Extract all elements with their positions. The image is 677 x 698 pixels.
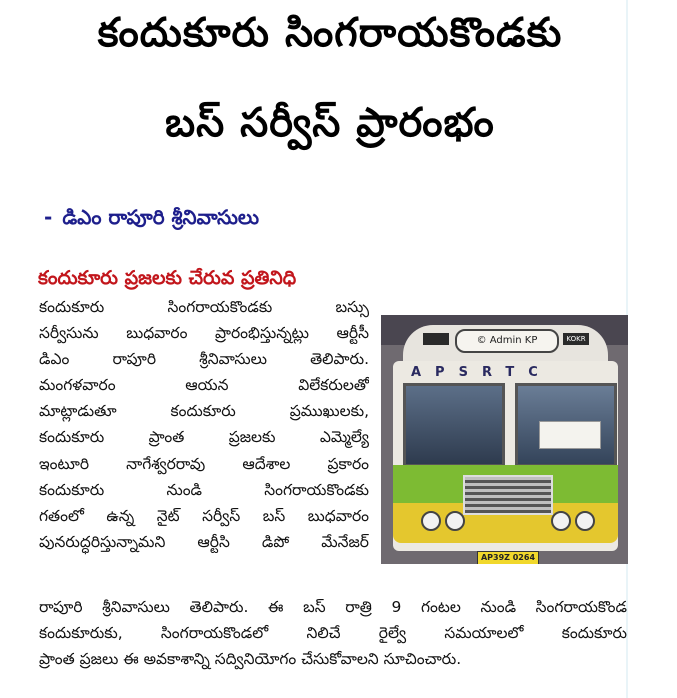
windshield-left (403, 383, 505, 467)
article-line: రాపూరి శ్రీనివాసులు తెలిపారు. ఈ బస్ రాత్రి 9 గంటల నుండి సింగరాయకొండ (39, 598, 627, 616)
byline-dash: - (44, 205, 53, 229)
headlamp-left (421, 511, 441, 531)
article-line: డిఎం రాపూరి శ్రీనివాసులు తెలిపారు. (39, 350, 369, 369)
headlamp-left-2 (445, 511, 465, 531)
dateline-kicker: కందుకూరు ప్రజలకు చేరువ ప్రతినిధి (38, 267, 297, 289)
article-line: కందుకూరు నుండి సింగరాయకొండకు (39, 480, 369, 499)
article-line: కందుకూరు సింగరాయకొండకు బస్సు (39, 298, 369, 316)
article-line: సర్వీసును బుధవారం ప్రారంభిస్తున్నట్లు ఆర్టీసీ (39, 324, 369, 343)
article-line: ప్రాంత ప్రజలు ఈ అవకాశాన్ని సద్వినియోగం చేసుకోవాలని సూచించారు. (39, 650, 462, 669)
article-line: కందుకూరుకు, సింగరాయకొండలో నిలిచే రైల్వే సమయాలలో కందుకూరు (39, 624, 627, 643)
article-line: మంగళవారం ఆయన విలేకరులతో (39, 376, 369, 395)
headline-line-1: కందుకూరు సింగరాయకొండకు (97, 10, 563, 56)
headlamp-right (551, 511, 571, 531)
destination-board-left (423, 333, 449, 345)
registration-plate: AP39Z 0264 (477, 551, 539, 564)
article-body-narrow (39, 294, 369, 555)
article-line: కందుకూరు ప్రాంత ప్రజలకు ఎమ్మెల్యే (39, 428, 369, 447)
headlamp-right-2 (575, 511, 595, 531)
bus-grille (463, 475, 553, 515)
destination-board-right: KOKR (563, 333, 589, 345)
article-line: ఇంటూరి నాగేశ్వరరావు ఆదేశాల ప్రకారం (39, 454, 369, 473)
operator-lettering: APSRTC (411, 365, 552, 380)
byline (44, 205, 259, 234)
article-line: గతంలో ఉన్న నైట్ సర్వీస్ బస్ బుధవారం (39, 506, 369, 525)
headline-line-2: బస్ సర్వీస్ ప్రారంభం (165, 100, 495, 146)
bus-photo (381, 315, 628, 564)
photo-watermark: © Admin KP (455, 329, 559, 353)
article-body-wide (39, 594, 627, 672)
byline-name: డిఎం రాపూరి శ్రీనివాసులు (62, 205, 259, 229)
route-board (539, 421, 601, 449)
article-line: మాట్లాడుతూ కందుకూరు ప్రముఖులకు, (39, 402, 369, 421)
article-line: పునరుద్ధరిస్తున్నామని ఆర్టీసి డిపో మేనేజర్ (39, 532, 369, 551)
